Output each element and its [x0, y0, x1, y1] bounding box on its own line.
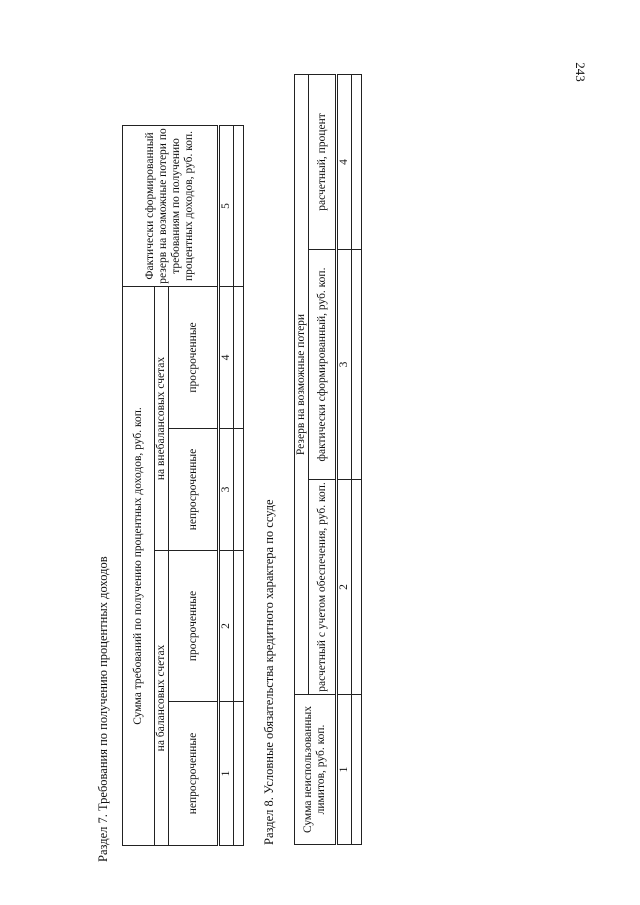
number-cell: 3	[337, 250, 352, 480]
empty-cell	[352, 695, 362, 845]
col-off-nonoverdue: непросроченные	[169, 429, 219, 551]
col-percent: расчетный, процент	[309, 74, 337, 249]
col-actual: фактически сформированный, руб. коп.	[309, 250, 337, 480]
section8-title: Раздел 8. Условные обязательства кредитного характера по ссуде	[262, 499, 276, 845]
section7-title: Раздел 7. Требования по получению процентных доходов	[96, 556, 110, 862]
empty-cell	[234, 286, 244, 428]
number-cell: 3	[219, 429, 234, 551]
number-cell: 2	[337, 480, 352, 695]
number-cell: 4	[337, 74, 352, 249]
empty-cell	[352, 74, 362, 249]
empty-cell	[234, 702, 244, 846]
section8-table-wrap	[294, 74, 362, 845]
section7-table	[122, 125, 244, 846]
col-off-overdue: просроченные	[169, 286, 219, 428]
col-bal-overdue: просроченные	[169, 551, 219, 702]
page-number: 243	[573, 62, 588, 82]
number-cell: 1	[219, 702, 234, 846]
header-sum: Сумма требований по получению процентных доходов, руб. коп.	[123, 286, 155, 845]
header-reserve8: Резерв на возможные потери	[295, 74, 309, 694]
empty-cell	[352, 480, 362, 695]
section8-table	[294, 74, 362, 845]
header-reserve: Фактически сформированный резерв на возможные потери по требованиям по получению процентных доходов, руб. коп.	[123, 125, 219, 286]
empty-cell	[234, 551, 244, 702]
header-unused: Сумма неиспользованных лимитов, руб. коп.	[295, 695, 337, 845]
section7-table-wrap	[122, 125, 244, 846]
col-bal-nonoverdue: непросроченные	[169, 702, 219, 846]
number-cell: 2	[219, 551, 234, 702]
empty-cell	[352, 250, 362, 480]
header-offbalance: на внебалансовых счетах	[155, 286, 169, 550]
empty-cell	[234, 429, 244, 551]
number-cell: 5	[219, 125, 234, 286]
header-balance: на балансовых счетах	[155, 551, 169, 846]
number-cell: 1	[337, 695, 352, 845]
empty-cell	[234, 125, 244, 286]
number-cell: 4	[219, 286, 234, 428]
col-calc-security: расчетный с учетом обеспечения, руб. коп.	[309, 480, 337, 695]
